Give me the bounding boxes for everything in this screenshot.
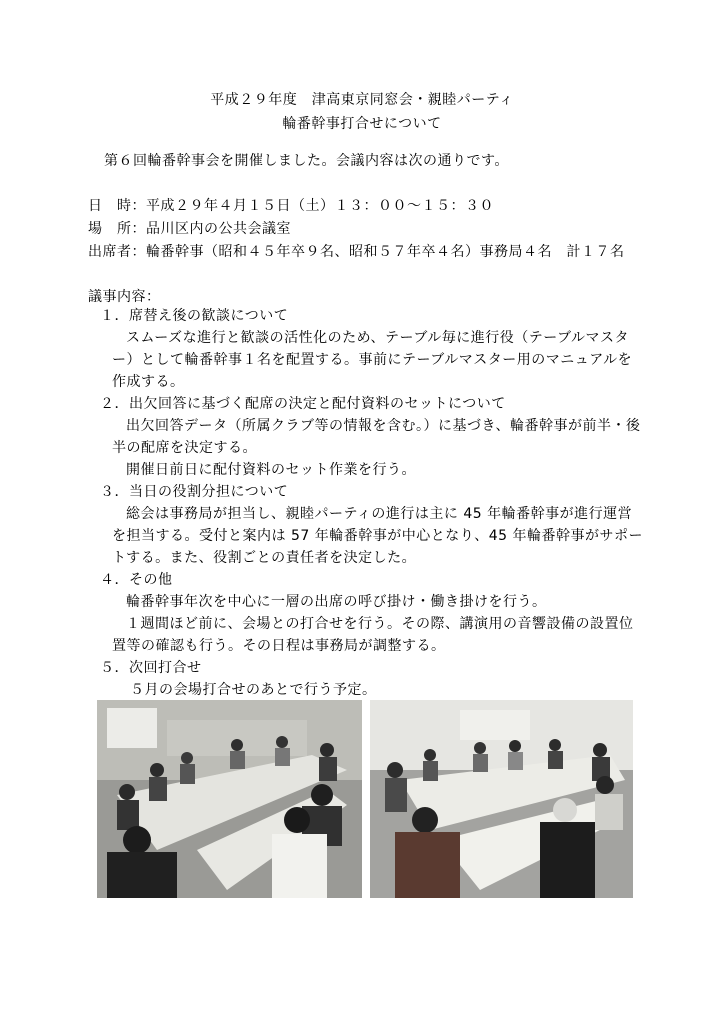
agenda-item-4-line-3: 置等の確認も行う。その日程は事務局が調整する。 <box>112 638 446 654</box>
agenda-item-5-title: ５．次回打合せ <box>100 660 202 676</box>
agenda-item-3-line-1: 総会は事務局が担当し、親睦パーティの進行は主に 45 年輪番幹事が進行運営 <box>126 506 633 522</box>
agenda-item-4-line-1: 輪番幹事年次を中心に一層の出席の呼び掛け・働き掛けを行う。 <box>126 594 547 610</box>
intro-text: 第６回輪番幹事会を開催しました。会議内容は次の通りです。 <box>104 153 509 169</box>
agenda-item-3-line-3: トする。また、役割ごとの責任者を決定した。 <box>112 550 417 566</box>
agenda-heading: 議事内容： <box>88 289 161 305</box>
document-title-line-2: 輪番幹事打合せについて <box>282 116 442 132</box>
agenda-item-2-title: ２．出欠回答に基づく配席の決定と配付資料のセットについて <box>100 396 506 412</box>
meeting-photo-1 <box>97 700 362 898</box>
agenda-item-3-line-2: を担当する。受付と案内は 57 年輪番幹事が中心となり、45 年輪番幹事がサポー <box>112 528 643 544</box>
document-title-line-1: 平成２９年度 津高東京同窓会・親睦パーティ <box>210 92 514 108</box>
meeting-date: 日 時：平成２９年４月１５日（土）１３：００～１５：３０ <box>88 198 494 214</box>
agenda-item-4-line-2: １週間ほど前に、会場との打合せを行う。その際、講演用の音響設備の設置位 <box>126 616 634 632</box>
agenda-item-5-line-1: ５月の会場打合せのあとで行う予定。 <box>130 682 377 698</box>
agenda-item-2-line-1: 出欠回答データ（所属クラブ等の情報を含む。）に基づき、輪番幹事が前半・後 <box>126 418 641 434</box>
agenda-item-4-title: ４．その他 <box>100 572 173 588</box>
agenda-item-2-line-3: 開催日前日に配付資料のセット作業を行う。 <box>126 462 416 478</box>
agenda-item-1-line-3: 作成する。 <box>112 374 185 390</box>
meeting-photo-2 <box>370 700 633 898</box>
meeting-place: 場 所：品川区内の公共会議室 <box>88 221 291 237</box>
agenda-item-3-title: ３．当日の役割分担について <box>100 484 289 500</box>
agenda-item-2-line-2: 半の配席を決定する。 <box>112 440 257 456</box>
agenda-item-1-line-1: スムーズな進行と歓談の活性化のため、テーブル毎に進行役（テーブルマスタ <box>126 330 630 346</box>
agenda-item-1-line-2: ー）として輪番幹事１名を配置する。事前にテーブルマスター用のマニュアルを <box>112 352 633 368</box>
meeting-attendees: 出席者：輪番幹事（昭和４５年卒９名、昭和５７年卒４名）事務局４名 計１７名 <box>88 244 625 260</box>
agenda-item-1-title: １．席替え後の歓談について <box>100 308 289 324</box>
